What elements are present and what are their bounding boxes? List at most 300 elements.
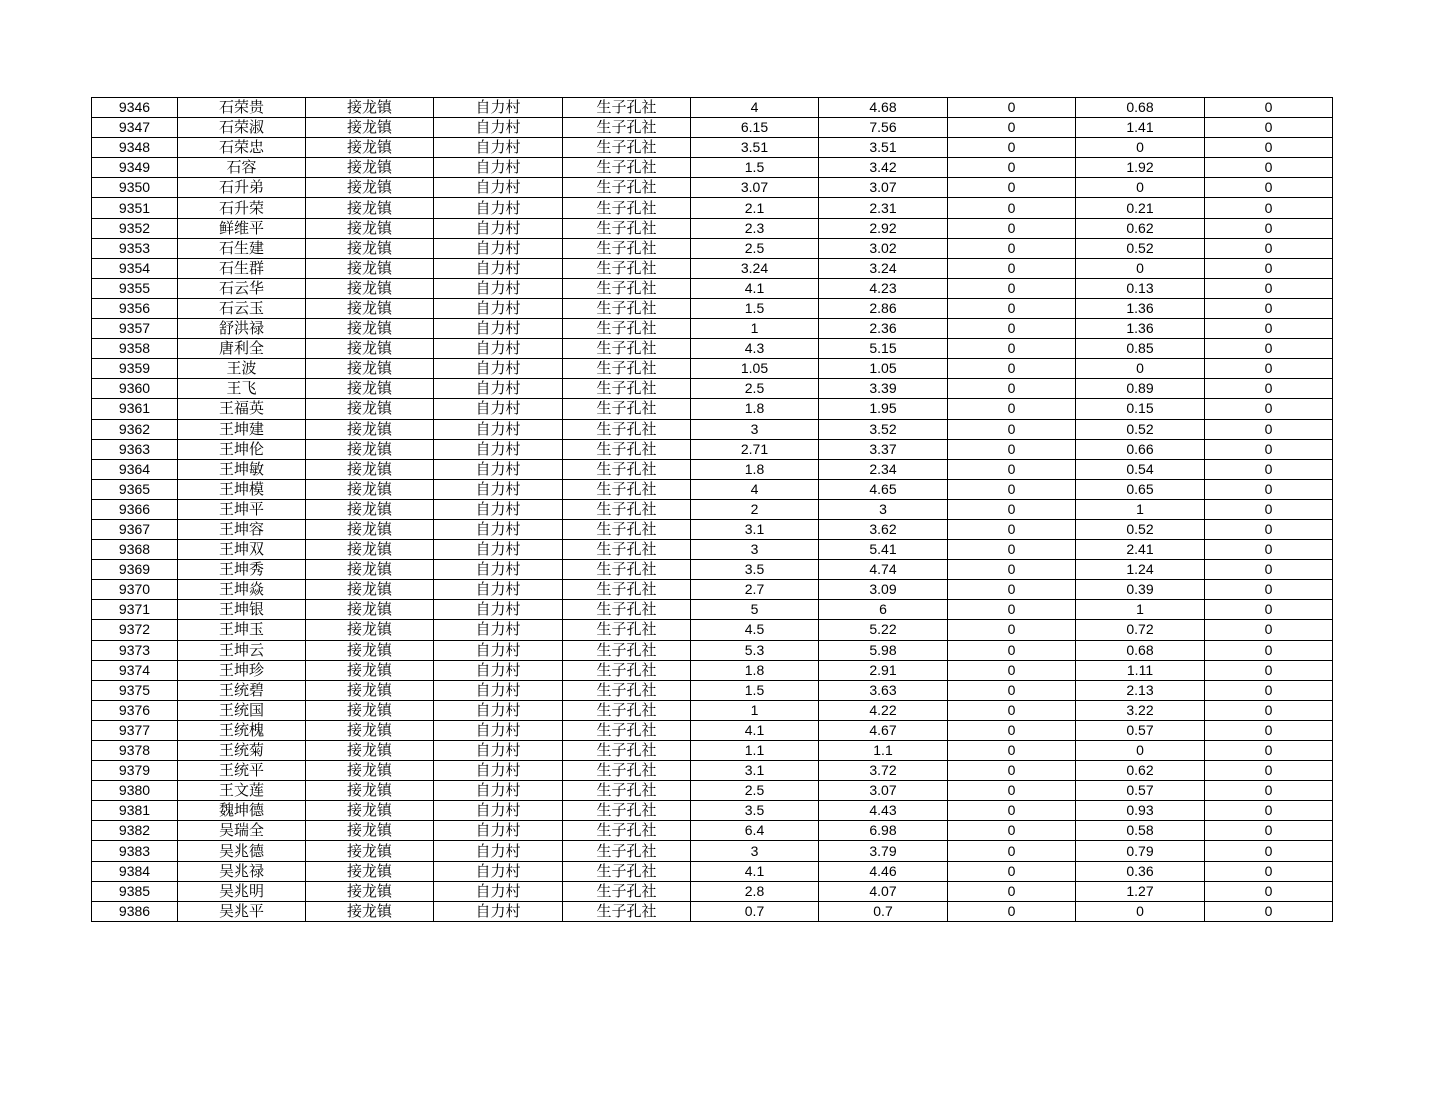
table-row	[92, 741, 1333, 761]
value-3-cell: 0	[948, 841, 1076, 861]
village-cell: 自力村	[434, 178, 563, 198]
group-cell: 生子孔社	[563, 218, 691, 238]
group-cell: 生子孔社	[563, 439, 691, 459]
value-4-cell: 0.13	[1076, 278, 1205, 298]
table-row	[92, 238, 1333, 258]
row-id-cell: 9380	[92, 781, 178, 801]
table-row	[92, 459, 1333, 479]
name-cell: 吴兆德	[178, 841, 306, 861]
village-cell: 自力村	[434, 439, 563, 459]
row-id-cell: 9346	[92, 98, 178, 118]
value-3-cell: 0	[948, 881, 1076, 901]
table-row	[92, 600, 1333, 620]
value-3-cell: 0	[948, 901, 1076, 921]
value-4-cell: 0.52	[1076, 238, 1205, 258]
town-cell: 接龙镇	[306, 399, 434, 419]
row-id-cell: 9358	[92, 339, 178, 359]
value-4-cell: 2.13	[1076, 680, 1205, 700]
row-id-cell: 9386	[92, 901, 178, 921]
table-row	[92, 178, 1333, 198]
village-cell: 自力村	[434, 901, 563, 921]
value-1-cell: 3.1	[691, 761, 819, 781]
value-1-cell: 4.3	[691, 339, 819, 359]
value-4-cell: 0.68	[1076, 640, 1205, 660]
value-1-cell: 4.1	[691, 720, 819, 740]
name-cell: 石升荣	[178, 198, 306, 218]
group-cell: 生子孔社	[563, 761, 691, 781]
value-3-cell: 0	[948, 178, 1076, 198]
name-cell: 王坤玉	[178, 620, 306, 640]
value-4-cell: 1.36	[1076, 298, 1205, 318]
value-1-cell: 4	[691, 98, 819, 118]
town-cell: 接龙镇	[306, 178, 434, 198]
value-4-cell: 0	[1076, 138, 1205, 158]
town-cell: 接龙镇	[306, 640, 434, 660]
value-2-cell: 3.52	[819, 419, 948, 439]
town-cell: 接龙镇	[306, 861, 434, 881]
row-id-cell: 9368	[92, 540, 178, 560]
value-2-cell: 4.67	[819, 720, 948, 740]
value-3-cell: 0	[948, 278, 1076, 298]
value-5-cell: 0	[1205, 98, 1333, 118]
village-cell: 自力村	[434, 98, 563, 118]
town-cell: 接龙镇	[306, 118, 434, 138]
village-cell: 自力村	[434, 861, 563, 881]
table-row	[92, 138, 1333, 158]
village-cell: 自力村	[434, 560, 563, 580]
value-1-cell: 3	[691, 419, 819, 439]
value-4-cell: 0.21	[1076, 198, 1205, 218]
town-cell: 接龙镇	[306, 741, 434, 761]
row-id-cell: 9357	[92, 319, 178, 339]
row-id-cell: 9378	[92, 741, 178, 761]
value-5-cell: 0	[1205, 881, 1333, 901]
value-4-cell: 0	[1076, 258, 1205, 278]
name-cell: 王坤建	[178, 419, 306, 439]
row-id-cell: 9359	[92, 359, 178, 379]
row-id-cell: 9354	[92, 258, 178, 278]
value-4-cell: 1.41	[1076, 118, 1205, 138]
value-5-cell: 0	[1205, 660, 1333, 680]
value-2-cell: 4.43	[819, 801, 948, 821]
value-5-cell: 0	[1205, 399, 1333, 419]
town-cell: 接龙镇	[306, 419, 434, 439]
value-4-cell: 0.93	[1076, 801, 1205, 821]
group-cell: 生子孔社	[563, 339, 691, 359]
table-row	[92, 801, 1333, 821]
value-1-cell: 5.3	[691, 640, 819, 660]
value-4-cell: 0.68	[1076, 98, 1205, 118]
town-cell: 接龙镇	[306, 821, 434, 841]
row-id-cell: 9356	[92, 298, 178, 318]
town-cell: 接龙镇	[306, 479, 434, 499]
group-cell: 生子孔社	[563, 499, 691, 519]
value-4-cell: 1.24	[1076, 560, 1205, 580]
value-5-cell: 0	[1205, 218, 1333, 238]
group-cell: 生子孔社	[563, 781, 691, 801]
village-cell: 自力村	[434, 580, 563, 600]
group-cell: 生子孔社	[563, 479, 691, 499]
group-cell: 生子孔社	[563, 319, 691, 339]
value-3-cell: 0	[948, 560, 1076, 580]
table-row	[92, 499, 1333, 519]
village-cell: 自力村	[434, 158, 563, 178]
value-3-cell: 0	[948, 238, 1076, 258]
town-cell: 接龙镇	[306, 298, 434, 318]
value-3-cell: 0	[948, 700, 1076, 720]
group-cell: 生子孔社	[563, 519, 691, 539]
value-5-cell: 0	[1205, 761, 1333, 781]
row-id-cell: 9362	[92, 419, 178, 439]
value-1-cell: 1.05	[691, 359, 819, 379]
value-4-cell: 0	[1076, 901, 1205, 921]
value-5-cell: 0	[1205, 640, 1333, 660]
value-1-cell: 4.1	[691, 861, 819, 881]
name-cell: 王福英	[178, 399, 306, 419]
value-1-cell: 6.15	[691, 118, 819, 138]
town-cell: 接龙镇	[306, 580, 434, 600]
value-1-cell: 6.4	[691, 821, 819, 841]
value-5-cell: 0	[1205, 359, 1333, 379]
value-2-cell: 4.07	[819, 881, 948, 901]
group-cell: 生子孔社	[563, 359, 691, 379]
row-id-cell: 9370	[92, 580, 178, 600]
value-5-cell: 0	[1205, 479, 1333, 499]
value-3-cell: 0	[948, 158, 1076, 178]
name-cell: 王统国	[178, 700, 306, 720]
value-2-cell: 1.05	[819, 359, 948, 379]
value-3-cell: 0	[948, 419, 1076, 439]
value-3-cell: 0	[948, 439, 1076, 459]
town-cell: 接龙镇	[306, 218, 434, 238]
value-5-cell: 0	[1205, 781, 1333, 801]
value-5-cell: 0	[1205, 499, 1333, 519]
value-3-cell: 0	[948, 580, 1076, 600]
town-cell: 接龙镇	[306, 278, 434, 298]
value-5-cell: 0	[1205, 741, 1333, 761]
village-cell: 自力村	[434, 339, 563, 359]
table-row	[92, 680, 1333, 700]
value-3-cell: 0	[948, 620, 1076, 640]
name-cell: 王坤双	[178, 540, 306, 560]
value-2-cell: 5.41	[819, 540, 948, 560]
value-3-cell: 0	[948, 741, 1076, 761]
table-row	[92, 98, 1333, 118]
town-cell: 接龙镇	[306, 198, 434, 218]
value-5-cell: 0	[1205, 540, 1333, 560]
name-cell: 王坤珍	[178, 660, 306, 680]
town-cell: 接龙镇	[306, 238, 434, 258]
town-cell: 接龙镇	[306, 519, 434, 539]
value-4-cell: 0.15	[1076, 399, 1205, 419]
value-1-cell: 3.07	[691, 178, 819, 198]
value-4-cell: 0.72	[1076, 620, 1205, 640]
row-id-cell: 9385	[92, 881, 178, 901]
town-cell: 接龙镇	[306, 339, 434, 359]
value-3-cell: 0	[948, 801, 1076, 821]
value-5-cell: 0	[1205, 720, 1333, 740]
value-2-cell: 3.37	[819, 439, 948, 459]
village-cell: 自力村	[434, 258, 563, 278]
table-row	[92, 339, 1333, 359]
town-cell: 接龙镇	[306, 379, 434, 399]
name-cell: 鲜维平	[178, 218, 306, 238]
value-4-cell: 0.89	[1076, 379, 1205, 399]
row-id-cell: 9349	[92, 158, 178, 178]
value-2-cell: 3.79	[819, 841, 948, 861]
value-1-cell: 3.24	[691, 258, 819, 278]
value-3-cell: 0	[948, 720, 1076, 740]
value-2-cell: 6.98	[819, 821, 948, 841]
row-id-cell: 9369	[92, 560, 178, 580]
value-2-cell: 6	[819, 600, 948, 620]
value-1-cell: 2.5	[691, 379, 819, 399]
name-cell: 王坤容	[178, 519, 306, 539]
group-cell: 生子孔社	[563, 861, 691, 881]
value-4-cell: 1.92	[1076, 158, 1205, 178]
village-cell: 自力村	[434, 218, 563, 238]
table-row	[92, 881, 1333, 901]
value-2-cell: 5.22	[819, 620, 948, 640]
row-id-cell: 9374	[92, 660, 178, 680]
value-1-cell: 1.8	[691, 399, 819, 419]
value-1-cell: 2.3	[691, 218, 819, 238]
row-id-cell: 9373	[92, 640, 178, 660]
group-cell: 生子孔社	[563, 178, 691, 198]
value-2-cell: 2.86	[819, 298, 948, 318]
town-cell: 接龙镇	[306, 459, 434, 479]
village-cell: 自力村	[434, 419, 563, 439]
village-cell: 自力村	[434, 138, 563, 158]
row-id-cell: 9376	[92, 700, 178, 720]
village-cell: 自力村	[434, 741, 563, 761]
village-cell: 自力村	[434, 459, 563, 479]
village-cell: 自力村	[434, 479, 563, 499]
value-4-cell: 0.52	[1076, 519, 1205, 539]
value-1-cell: 3.1	[691, 519, 819, 539]
value-4-cell: 0.85	[1076, 339, 1205, 359]
value-2-cell: 2.34	[819, 459, 948, 479]
town-cell: 接龙镇	[306, 781, 434, 801]
value-1-cell: 1	[691, 319, 819, 339]
value-2-cell: 3.07	[819, 178, 948, 198]
group-cell: 生子孔社	[563, 560, 691, 580]
value-5-cell: 0	[1205, 680, 1333, 700]
value-4-cell: 2.41	[1076, 540, 1205, 560]
value-1-cell: 3.5	[691, 801, 819, 821]
value-1-cell: 4.5	[691, 620, 819, 640]
table-row	[92, 901, 1333, 921]
table-row	[92, 439, 1333, 459]
table-row	[92, 218, 1333, 238]
name-cell: 唐利全	[178, 339, 306, 359]
value-3-cell: 0	[948, 379, 1076, 399]
value-1-cell: 1.8	[691, 459, 819, 479]
town-cell: 接龙镇	[306, 359, 434, 379]
value-2-cell: 3.42	[819, 158, 948, 178]
value-1-cell: 3.5	[691, 560, 819, 580]
group-cell: 生子孔社	[563, 620, 691, 640]
name-cell: 王统菊	[178, 741, 306, 761]
name-cell: 王坤银	[178, 600, 306, 620]
group-cell: 生子孔社	[563, 198, 691, 218]
value-4-cell: 1	[1076, 600, 1205, 620]
village-cell: 自力村	[434, 118, 563, 138]
value-2-cell: 3	[819, 499, 948, 519]
group-cell: 生子孔社	[563, 138, 691, 158]
value-5-cell: 0	[1205, 198, 1333, 218]
value-1-cell: 2.7	[691, 580, 819, 600]
village-cell: 自力村	[434, 519, 563, 539]
value-1-cell: 1.8	[691, 660, 819, 680]
value-5-cell: 0	[1205, 379, 1333, 399]
value-2-cell: 4.23	[819, 278, 948, 298]
value-2-cell: 2.31	[819, 198, 948, 218]
village-cell: 自力村	[434, 238, 563, 258]
village-cell: 自力村	[434, 660, 563, 680]
value-4-cell: 0.65	[1076, 479, 1205, 499]
group-cell: 生子孔社	[563, 600, 691, 620]
village-cell: 自力村	[434, 198, 563, 218]
value-5-cell: 0	[1205, 339, 1333, 359]
value-3-cell: 0	[948, 499, 1076, 519]
village-cell: 自力村	[434, 841, 563, 861]
value-1-cell: 1.5	[691, 680, 819, 700]
value-5-cell: 0	[1205, 580, 1333, 600]
value-4-cell: 0.57	[1076, 720, 1205, 740]
name-cell: 王统平	[178, 761, 306, 781]
value-2-cell: 3.39	[819, 379, 948, 399]
value-2-cell: 3.62	[819, 519, 948, 539]
town-cell: 接龙镇	[306, 841, 434, 861]
value-2-cell: 2.92	[819, 218, 948, 238]
village-cell: 自力村	[434, 881, 563, 901]
value-3-cell: 0	[948, 781, 1076, 801]
name-cell: 王坤秀	[178, 560, 306, 580]
value-4-cell: 0.57	[1076, 781, 1205, 801]
group-cell: 生子孔社	[563, 720, 691, 740]
village-cell: 自力村	[434, 720, 563, 740]
group-cell: 生子孔社	[563, 98, 691, 118]
village-cell: 自力村	[434, 761, 563, 781]
name-cell: 吴兆明	[178, 881, 306, 901]
value-1-cell: 2.1	[691, 198, 819, 218]
group-cell: 生子孔社	[563, 700, 691, 720]
value-3-cell: 0	[948, 138, 1076, 158]
name-cell: 王坤平	[178, 499, 306, 519]
village-cell: 自力村	[434, 359, 563, 379]
table-row	[92, 841, 1333, 861]
name-cell: 王坤伦	[178, 439, 306, 459]
value-3-cell: 0	[948, 399, 1076, 419]
value-5-cell: 0	[1205, 238, 1333, 258]
table-row	[92, 821, 1333, 841]
town-cell: 接龙镇	[306, 700, 434, 720]
value-3-cell: 0	[948, 359, 1076, 379]
value-2-cell: 2.91	[819, 660, 948, 680]
town-cell: 接龙镇	[306, 138, 434, 158]
name-cell: 石生建	[178, 238, 306, 258]
town-cell: 接龙镇	[306, 319, 434, 339]
group-cell: 生子孔社	[563, 801, 691, 821]
value-3-cell: 0	[948, 98, 1076, 118]
group-cell: 生子孔社	[563, 821, 691, 841]
value-4-cell: 1	[1076, 499, 1205, 519]
village-cell: 自力村	[434, 821, 563, 841]
value-4-cell: 0.66	[1076, 439, 1205, 459]
value-3-cell: 0	[948, 600, 1076, 620]
value-5-cell: 0	[1205, 700, 1333, 720]
value-5-cell: 0	[1205, 600, 1333, 620]
town-cell: 接龙镇	[306, 560, 434, 580]
value-4-cell: 1.36	[1076, 319, 1205, 339]
group-cell: 生子孔社	[563, 158, 691, 178]
name-cell: 石生群	[178, 258, 306, 278]
value-3-cell: 0	[948, 519, 1076, 539]
group-cell: 生子孔社	[563, 258, 691, 278]
table-row	[92, 118, 1333, 138]
value-4-cell: 3.22	[1076, 700, 1205, 720]
name-cell: 吴兆平	[178, 901, 306, 921]
value-4-cell: 0.62	[1076, 761, 1205, 781]
village-cell: 自力村	[434, 399, 563, 419]
value-3-cell: 0	[948, 339, 1076, 359]
row-id-cell: 9347	[92, 118, 178, 138]
table-row	[92, 379, 1333, 399]
village-cell: 自力村	[434, 680, 563, 700]
value-3-cell: 0	[948, 660, 1076, 680]
row-id-cell: 9383	[92, 841, 178, 861]
table-row	[92, 319, 1333, 339]
table-row	[92, 580, 1333, 600]
row-id-cell: 9384	[92, 861, 178, 881]
value-5-cell: 0	[1205, 620, 1333, 640]
value-4-cell: 0	[1076, 359, 1205, 379]
town-cell: 接龙镇	[306, 680, 434, 700]
value-1-cell: 2.5	[691, 781, 819, 801]
value-4-cell: 0.39	[1076, 580, 1205, 600]
table-row	[92, 158, 1333, 178]
name-cell: 王坤云	[178, 640, 306, 660]
value-2-cell: 3.72	[819, 761, 948, 781]
group-cell: 生子孔社	[563, 540, 691, 560]
table-row	[92, 700, 1333, 720]
name-cell: 王波	[178, 359, 306, 379]
value-5-cell: 0	[1205, 841, 1333, 861]
town-cell: 接龙镇	[306, 761, 434, 781]
name-cell: 王坤焱	[178, 580, 306, 600]
village-cell: 自力村	[434, 540, 563, 560]
value-2-cell: 4.68	[819, 98, 948, 118]
group-cell: 生子孔社	[563, 660, 691, 680]
group-cell: 生子孔社	[563, 278, 691, 298]
village-cell: 自力村	[434, 640, 563, 660]
value-5-cell: 0	[1205, 821, 1333, 841]
value-5-cell: 0	[1205, 118, 1333, 138]
table-row	[92, 198, 1333, 218]
name-cell: 吴瑞全	[178, 821, 306, 841]
town-cell: 接龙镇	[306, 620, 434, 640]
value-3-cell: 0	[948, 319, 1076, 339]
value-1-cell: 4	[691, 479, 819, 499]
name-cell: 石升弟	[178, 178, 306, 198]
table-row	[92, 560, 1333, 580]
row-id-cell: 9348	[92, 138, 178, 158]
group-cell: 生子孔社	[563, 901, 691, 921]
table-row	[92, 519, 1333, 539]
value-2-cell: 3.09	[819, 580, 948, 600]
value-4-cell: 0.54	[1076, 459, 1205, 479]
